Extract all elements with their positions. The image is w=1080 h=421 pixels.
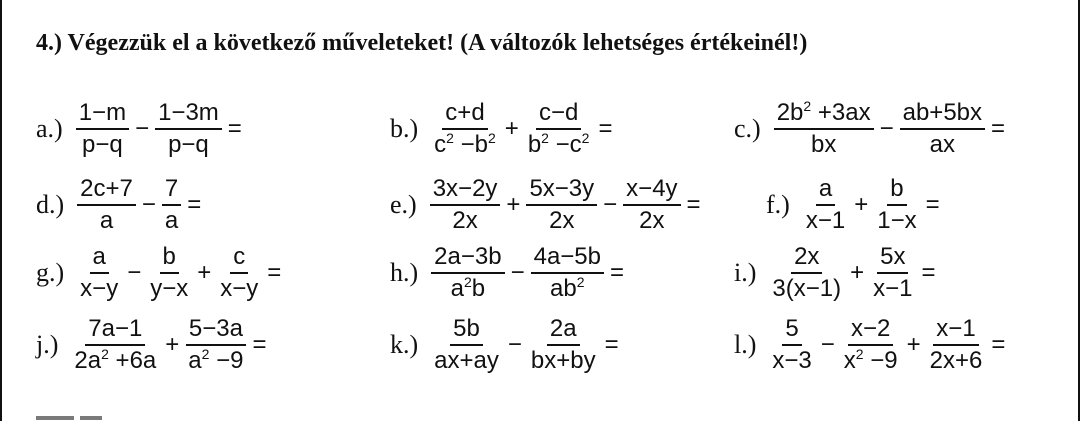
denominator: $2a^2 +6a$ [74,346,157,374]
operator: − [135,115,150,142]
numerator: x−1 [933,314,978,346]
operator: + [506,191,521,218]
equals-sign: = [921,259,936,286]
equals-sign: = [187,191,202,218]
exercise-h [390,242,627,304]
denominator: $a^2 -9$ [188,346,244,374]
denominator: $ab^2$ [550,274,585,302]
fraction [769,314,814,376]
equals-sign: = [991,115,1006,142]
exercise-label: h.) [390,258,419,287]
denominator: a [164,207,179,234]
numerator: 5x−3y [526,174,597,206]
fraction [623,174,680,236]
operator: − [510,259,525,286]
numerator: b [160,242,179,274]
operator: + [165,331,180,358]
denominator: bx+by [530,347,596,374]
denominator: 2x+6 [929,347,983,374]
denominator: x−y [80,275,119,302]
numerator: a [816,174,835,206]
fraction [870,242,915,304]
equals-sign: = [610,259,625,286]
denominator: ax [929,131,955,158]
page-title: 4.) Végezzük el a következő műveleteket! (A változók lehetséges értékeinél!) [36,30,808,56]
exercise-i [734,242,939,304]
exercise-g [36,242,284,304]
numerator: 2a [547,314,580,346]
exercise-label: d.) [36,190,65,219]
denominator: x−1 [873,275,913,302]
denominator: $x^2 -9$ [843,346,898,374]
fraction [874,174,919,236]
fraction [185,314,246,376]
exercise-label: f.) [766,190,790,219]
numerator: 7a−1 [85,314,145,346]
denominator: x−3 [772,347,812,374]
denominator: 1−x [877,207,917,234]
fraction [77,174,136,236]
fraction [431,314,502,376]
operator: − [141,191,156,218]
numerator: b [887,174,906,206]
numerator: x−2 [848,314,893,346]
denominator: 2x [549,207,575,234]
numerator: x−4y [623,174,680,206]
numerator: 4a−5b [531,242,604,274]
operator: − [820,331,835,358]
denominator: ax+ay [434,347,499,374]
exercise-label: k.) [390,330,419,359]
denominator: 3(x−1) [772,275,842,302]
equals-sign: = [598,115,613,142]
fraction [76,98,129,160]
denominator: $b^2 -c^2$ [527,130,590,158]
denominator: $a^2b$ [450,274,486,302]
numerator: a [90,242,109,274]
numerator: 1−3m [155,98,222,130]
fraction [774,98,874,160]
fraction [217,242,261,304]
denominator: p−q [168,131,209,158]
numerator: 5 [782,314,801,346]
operator: + [906,331,921,358]
operator: − [603,191,618,218]
fraction [155,98,222,160]
exercise-label: i.) [734,258,757,287]
cropped-next-line [36,410,1036,420]
numerator: c−d [536,98,581,130]
equals-sign: = [991,331,1006,358]
exercise-e [390,174,704,236]
numerator: 1−m [76,98,129,130]
numerator: 5−3a [186,314,246,346]
denominator: 2x [639,207,665,234]
denominator: p−q [82,131,123,158]
operator: + [197,259,212,286]
numerator: 7 [162,174,181,206]
numerator: 2a−3b [431,242,504,274]
fraction [430,174,501,236]
denominator: bx [810,131,837,158]
numerator: 3x−2y [430,174,501,206]
equals-sign: = [252,331,267,358]
page-left-border [0,0,2,421]
equals-sign: = [686,191,701,218]
fraction [77,242,121,304]
exercise-label: l.) [734,330,757,359]
numerator: c [230,242,248,274]
operator: + [850,259,865,286]
numerator: 2c+7 [77,174,136,206]
operator: + [854,191,869,218]
exercise-j [36,314,270,376]
exercise-label: j.) [36,330,59,359]
numerator: 5x [877,242,908,274]
fraction [841,314,901,376]
equals-sign: = [604,331,619,358]
equals-sign: = [267,259,282,286]
exercise-label: g.) [36,258,65,287]
fraction [431,242,504,304]
fraction [525,98,593,160]
fraction [162,174,181,236]
fraction [431,98,499,160]
exercise-l [734,314,1008,376]
fraction [531,242,604,304]
exercise-b [390,98,615,160]
equals-sign: = [925,191,940,218]
operator: − [507,331,522,358]
exercise-label: a.) [36,114,63,143]
numerator: 5b [450,314,483,346]
denominator: x−y [220,275,259,302]
exercise-k [390,314,622,376]
exercise-label: e.) [390,190,417,219]
operator: − [127,259,142,286]
numerator: ab+5bx [900,98,985,130]
denominator: 2x [452,207,478,234]
denominator: x−1 [805,207,846,234]
fraction [71,314,159,376]
fraction [927,314,986,376]
exercise-label: c.) [734,114,761,143]
exercise-f [766,174,943,236]
numerator: 2x [791,242,822,274]
fraction [526,174,597,236]
denominator: $c^2 -b^2$ [434,130,496,158]
numerator: c+d [442,98,487,130]
operator: − [879,115,894,142]
fraction [803,174,848,236]
numerator: $2b^2 +3ax$ [774,98,874,130]
exercise-c [734,98,1008,160]
fraction [769,242,844,304]
fraction [147,242,191,304]
denominator: y−x [150,275,189,302]
operator: + [504,115,519,142]
fraction [900,98,985,160]
fraction [528,314,599,376]
denominator: a [99,207,114,234]
exercise-label: b.) [390,114,419,143]
equals-sign: = [227,115,242,142]
exercise-a [36,98,245,160]
exercise-d [36,174,204,236]
